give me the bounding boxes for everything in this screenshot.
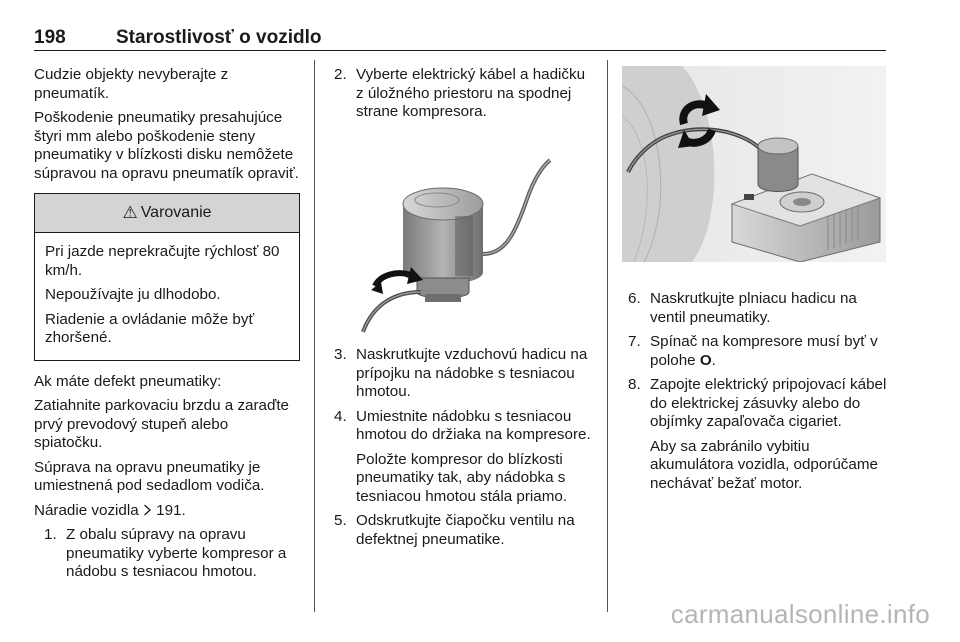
page-header <box>34 24 886 51</box>
warning-line: Pri jazde neprekračujte rýchlosť 80 km/h. <box>45 243 280 279</box>
paragraph: Súprava na opravu pneumatiky je umiestnená pod sedadlom vodiča. <box>34 458 265 494</box>
paragraph: Poškodenie pneumatiky presahujúce štyri mm alebo poškodenie steny pneumatiky v blízkosti disku nemôžete súpravou na opravu pneumatík opraviť. <box>34 109 299 182</box>
column-3 <box>628 290 890 499</box>
list-item: 6. Naskrutkujte plniacu hadicu na ventil pneumatiky. <box>628 290 857 326</box>
column-2 <box>334 66 596 128</box>
illustration-sealant-canister <box>355 154 591 334</box>
switch-position-label: O <box>699 351 712 369</box>
list-item: 8. Zapojte elektrický pripojovací kábel do elektrickej zásuvky alebo do objímky zapaľovača cigariet. <box>628 376 887 430</box>
paragraph: Zatiahnite parkovaciu brzdu a zaraďte prvý prevodový stupeň alebo spiatočku. <box>34 397 290 451</box>
page-reference-link[interactable]: 191. <box>156 501 186 519</box>
warning-triangle-icon: ⚠ <box>122 202 138 222</box>
column-1 <box>34 66 300 588</box>
page-title: Starostlivosť o vozidlo <box>116 27 322 48</box>
warning-line: Riadenie a ovládanie môže byť zhoršené. <box>45 310 255 346</box>
paragraph: Aby sa zabránilo vybitiu akumulátora vozidla, odporúčame nechávať bežať motor. <box>650 437 878 492</box>
warning-title: Varovanie <box>140 203 212 221</box>
watermark: carmanualsonline.info <box>670 599 930 629</box>
page-reference-arrow-icon <box>143 502 156 519</box>
column-2-lower <box>334 346 596 555</box>
column-divider-2 <box>607 60 608 612</box>
warning-body <box>35 233 299 360</box>
illustration-compressor-wheel <box>622 66 886 262</box>
paragraph: Cudzie objekty nevyberajte z pneumatík. <box>34 66 229 102</box>
paragraph-reference: Náradie vozidla 191. <box>34 501 186 519</box>
warning-line: Nepoužívajte ju dlhodobo. <box>45 286 221 303</box>
list-item: 7. Spínač na kompresore musí byť v polohe O. <box>628 333 878 369</box>
list-item: 4. Umiestnite nádobku s tesniacou hmotou do držiaka na kompresore. <box>334 407 591 443</box>
page-number: 198 <box>34 27 66 48</box>
list-item: 2. Vyberte elektrický kábel a hadičku z úložného priestoru na spodnej strane kompresora. <box>334 66 586 120</box>
list-item: 1. Z obalu súpravy na opravu pneumatiky vyberte kompresor a nádobu s tesniacou hmotou. <box>44 526 287 580</box>
warning-header <box>35 194 299 233</box>
paragraph: Ak máte defekt pneumatiky: <box>34 372 222 390</box>
list-item: 5. Odskrutkujte čiapočku ventilu na defektnej pneumatike. <box>334 512 575 548</box>
paragraph: Položte kompresor do blízkosti pneumatiky tak, aby nádobka s tesniacou hmotou stála priamo. <box>356 450 568 505</box>
column-divider-1 <box>314 60 315 612</box>
warning-box <box>34 193 300 361</box>
list-item: 3. Naskrutkujte vzduchovú hadicu na prípojku na nádobke s tesniacou hmotou. <box>334 346 588 400</box>
